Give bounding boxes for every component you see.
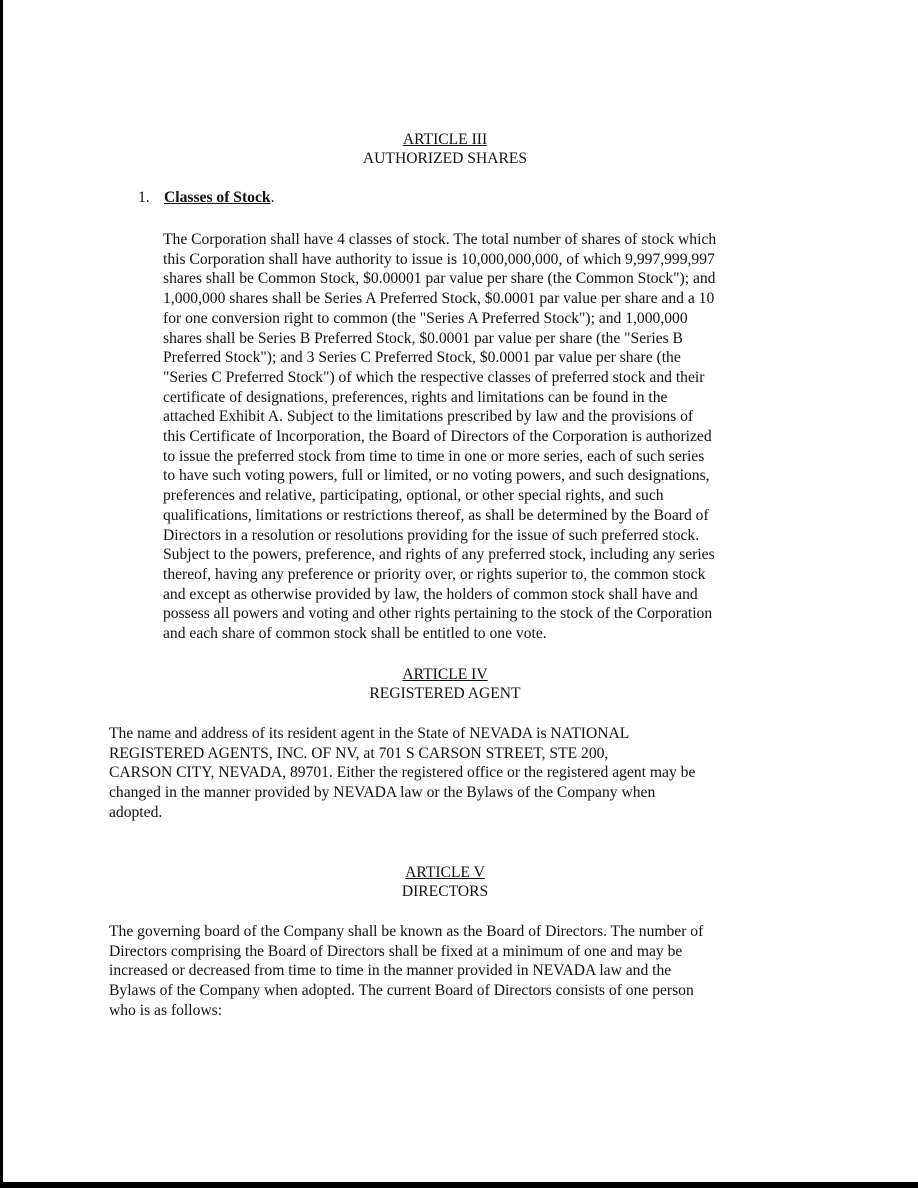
paragraph-line: who is as follows: xyxy=(109,1001,223,1019)
paragraph-line: qualifications, limitations or restrictions thereof, as shall be determined by the Board of xyxy=(163,506,709,524)
section-title: Classes of Stock xyxy=(164,189,271,206)
paragraph-line: attached Exhibit A. Subject to the limitations prescribed by law and the provisions of xyxy=(163,408,694,426)
paragraph-line: adopted. xyxy=(109,803,163,821)
article-iii-heading xyxy=(0,130,890,168)
article-iv-number: ARTICLE IV xyxy=(402,666,488,683)
article-v-title: DIRECTORS xyxy=(401,883,489,900)
paragraph-line: increased or decreased from time to time in the manner provided in NEVADA law and the xyxy=(109,962,672,980)
paragraph-line: for one conversion right to common (the "Series A Preferred Stock"); and 1,000,000 xyxy=(163,309,688,327)
section-classes-of-stock xyxy=(138,188,274,208)
paragraph-line: preferences and relative, participating, optional, or other special rights, and such xyxy=(163,487,664,505)
paragraph-line: and except as otherwise provided by law, the holders of common stock shall have and xyxy=(163,585,698,603)
article-iii-paragraph xyxy=(163,230,716,644)
paragraph-line: The Corporation shall have 4 classes of stock. The total number of shares of stock which xyxy=(163,231,717,248)
paragraph-line: The name and address of its resident agent in the State of NEVADA is NATIONAL xyxy=(109,725,630,742)
article-iii-number: ARTICLE III xyxy=(402,131,488,148)
paragraph-line: to have such voting powers, full or limited, or no voting powers, and such designations, xyxy=(163,467,710,485)
paragraph-line: thereof, having any preference or priority over, or rights superior to, the common stock xyxy=(163,565,706,583)
article-iv-paragraph xyxy=(109,724,695,823)
article-v-number: ARTICLE V xyxy=(405,864,485,881)
paragraph-line: shares shall be Series B Preferred Stock, $0.0001 par value per share (the "Series B xyxy=(163,329,683,347)
paragraph-line: The governing board of the Company shall be known as the Board of Directors. The number of xyxy=(109,923,704,940)
paragraph-line: possess all powers and voting and other rights pertaining to the stock of the Corporation xyxy=(163,605,713,623)
article-iv-heading xyxy=(0,665,890,703)
article-iii-title: AUTHORIZED SHARES xyxy=(362,150,528,167)
scan-edge-bottom xyxy=(0,1182,918,1188)
paragraph-line: Bylaws of the Company when adopted. The current Board of Directors consists of one person xyxy=(109,982,694,1000)
paragraph-line: Subject to the powers, preference, and rights of any preferred stock, including any series xyxy=(163,546,715,564)
paragraph-line: Directors in a resolution or resolutions providing for the issue of such preferred stock. xyxy=(163,526,700,544)
paragraph-line: REGISTERED AGENTS, INC. OF NV, at 701 S CARSON STREET, STE 200, xyxy=(109,744,609,762)
paragraph-line: Directors comprising the Board of Directors shall be fixed at a minimum of one and may be xyxy=(109,942,683,960)
paragraph-line: this Corporation shall have authority to issue is 10,000,000,000, of which 9,997,999,997 xyxy=(163,250,715,268)
article-v-heading xyxy=(0,863,890,901)
paragraph-line: certificate of designations, preferences, rights and limitations can be found in the xyxy=(163,388,668,406)
paragraph-line: Preferred Stock"); and 3 Series C Preferred Stock, $0.0001 par value per share (the xyxy=(163,349,681,367)
paragraph-line: CARSON CITY, NEVADA, 89701. Either the registered office or the registered agent may be xyxy=(109,764,696,782)
paragraph-line: this Certificate of Incorporation, the Board of Directors of the Corporation is authorized xyxy=(163,428,712,446)
paragraph-line: to issue the preferred stock from time to time in one or more series, each of such series xyxy=(163,447,705,465)
paragraph-line: shares shall be Common Stock, $0.00001 par value per share (the Common Stock"); and xyxy=(163,270,716,288)
section-title-suffix: . xyxy=(270,189,275,206)
paragraph-line: changed in the manner provided by NEVADA law or the Bylaws of the Company when xyxy=(109,784,656,802)
paragraph-line: and each share of common stock shall be entitled to one vote. xyxy=(163,625,547,643)
article-v-paragraph xyxy=(109,922,703,1021)
scan-edge-left xyxy=(0,0,3,1188)
article-iv-title: REGISTERED AGENT xyxy=(369,685,521,702)
paragraph-line: "Series C Preferred Stock") of which the respective classes of preferred stock and their xyxy=(163,368,705,386)
section-index: 1. xyxy=(138,189,150,206)
paragraph-line: 1,000,000 shares shall be Series A Preferred Stock, $0.0001 par value per share and a 10 xyxy=(163,290,715,308)
